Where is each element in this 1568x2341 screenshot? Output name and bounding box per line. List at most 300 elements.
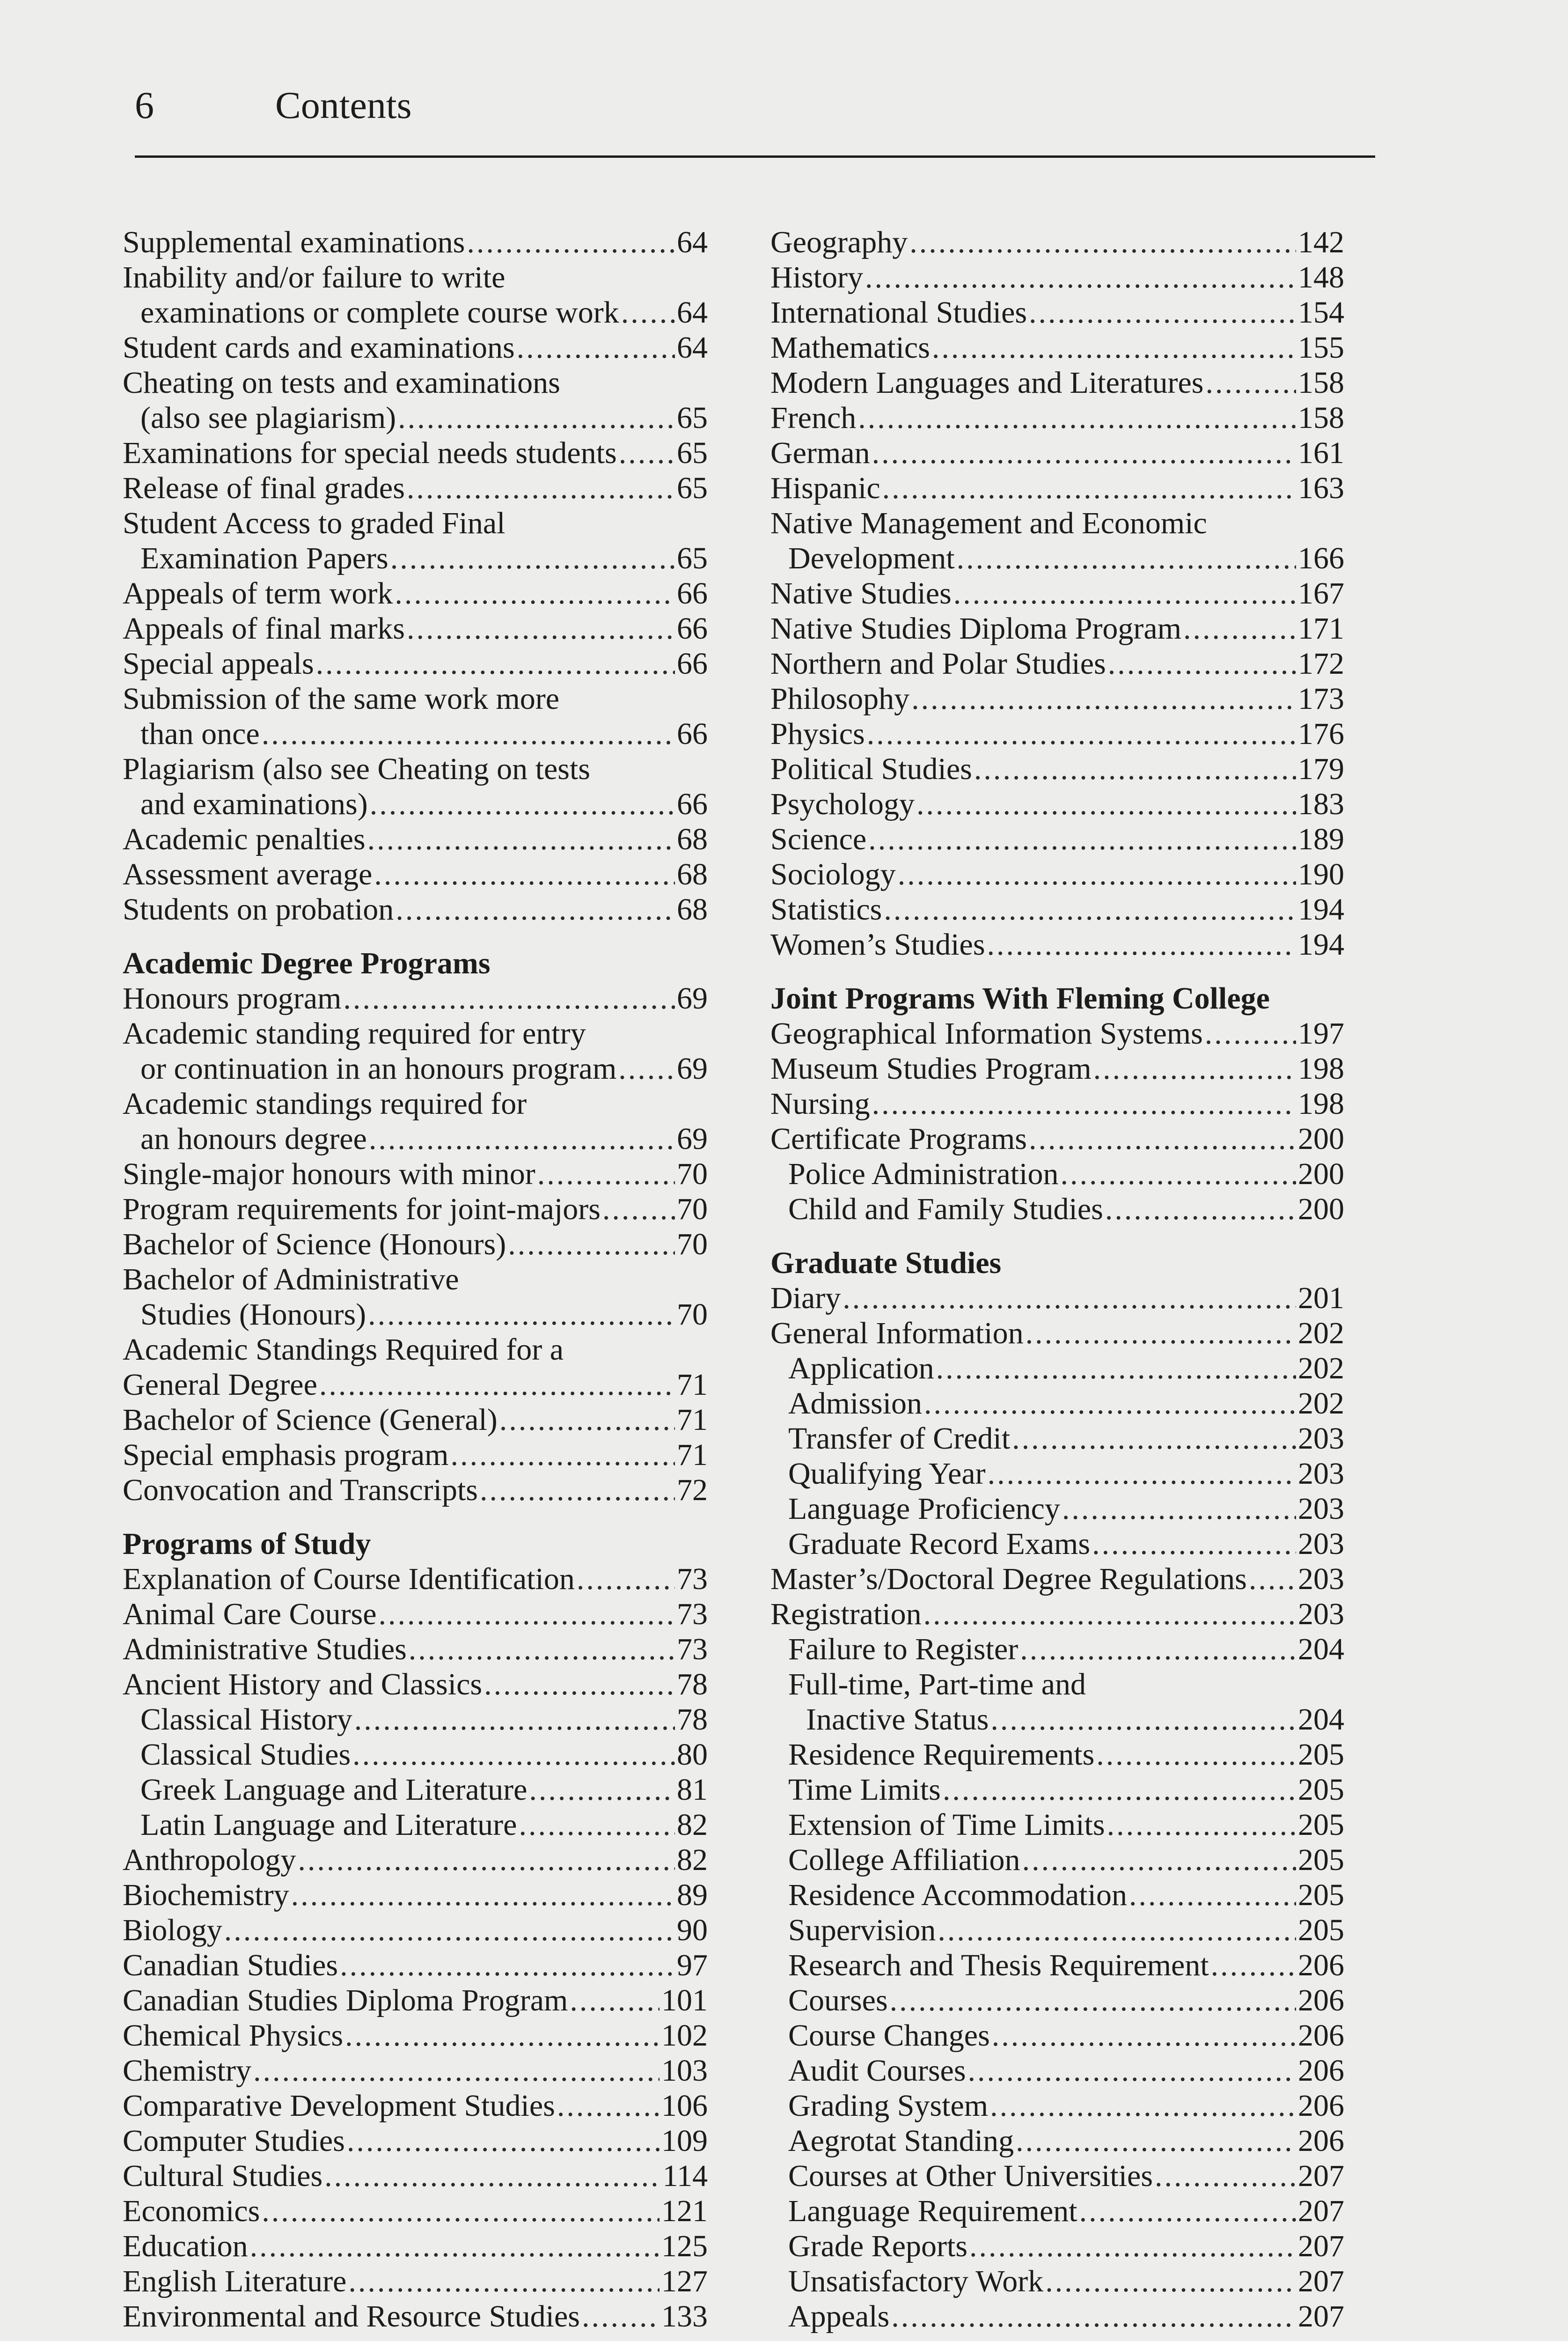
toc-entry[interactable] [770, 1316, 1344, 1351]
toc-entry-title: Submission of the same work more [123, 682, 560, 716]
toc-entry[interactable] [770, 751, 1344, 787]
toc-page-number: 82 [677, 1843, 708, 1877]
toc-page-number: 202 [1298, 1386, 1344, 1421]
toc-entry[interactable] [123, 1156, 708, 1192]
toc-entry[interactable] [770, 927, 1344, 962]
toc-page-number: 64 [677, 225, 708, 259]
toc-entry[interactable] [770, 1842, 1344, 1877]
dot-leader [379, 1597, 675, 1632]
dot-leader [602, 1192, 675, 1227]
toc-page-number: 189 [1298, 822, 1344, 856]
toc-entry-title: Research and Thesis Requirement [788, 1948, 1209, 1982]
toc-entry-title: Hispanic [770, 471, 880, 505]
toc-entry[interactable] [770, 1597, 1344, 1632]
toc-entry-title: Course Changes [788, 2018, 990, 2053]
toc-entry-title: Academic penalties [123, 822, 366, 856]
toc-entry[interactable] [123, 2264, 708, 2299]
toc-page-number: 70 [677, 1297, 708, 1332]
toc-entry-title: Assessment average [123, 857, 373, 891]
toc-page-number: 202 [1298, 1316, 1344, 1350]
toc-entry-title: Time Limits [788, 1773, 941, 1807]
toc-entry[interactable] [770, 1737, 1344, 1772]
dot-leader [480, 1472, 675, 1508]
toc-entry[interactable] [123, 1877, 708, 1913]
toc-entry[interactable] [123, 225, 708, 260]
toc-page-number: 183 [1298, 787, 1344, 821]
dot-leader [936, 1351, 1296, 1386]
section-heading: Graduate Studies [770, 1246, 1002, 1280]
toc-entry-title: Academic standing required for entry [123, 1016, 586, 1051]
dot-leader [577, 1561, 675, 1597]
toc-entry[interactable] [770, 1192, 1344, 1227]
toc-entry-title: Appeals [788, 2299, 890, 2334]
toc-entry-title: Education [123, 2229, 248, 2263]
toc-page-number: 207 [1298, 2264, 1344, 2298]
toc-entry-title: Cheating on tests and examinations [123, 366, 560, 400]
toc-entry-title: Application [788, 1351, 934, 1385]
toc-entry[interactable] [123, 1561, 708, 1597]
toc-page-number: 203 [1298, 1421, 1344, 1456]
toc-page-number: 167 [1298, 576, 1344, 611]
toc-entry-title: Environmental and Resource Studies [123, 2299, 580, 2334]
toc-entry[interactable] [123, 857, 708, 892]
toc-entry-title: Greek Language and Literature [140, 1773, 528, 1807]
toc-entry-title: Failure to Register [788, 1632, 1018, 1666]
toc-page-number: 198 [1298, 1087, 1344, 1121]
dot-leader [932, 330, 1296, 365]
toc-entry[interactable] [770, 400, 1344, 435]
toc-entry[interactable] [770, 1772, 1344, 1807]
toc-entry[interactable] [770, 1456, 1344, 1491]
toc-entry[interactable] [770, 787, 1344, 822]
toc-entry-title: Single-major honours with minor [123, 1157, 535, 1191]
toc-entry[interactable] [123, 1667, 708, 1702]
toc-entry[interactable] [770, 611, 1344, 646]
toc-entry-title: German [770, 436, 870, 470]
toc-entry-title: Students on probation [123, 892, 394, 927]
toc-page-number: 205 [1298, 1878, 1344, 1912]
toc-page-number: 206 [1298, 2054, 1344, 2088]
toc-entry[interactable] [770, 541, 1344, 576]
toc-page-number: 90 [677, 1913, 708, 1947]
dot-leader [340, 1948, 675, 1983]
toc-entry-title: Residence Accommodation [788, 1878, 1127, 1912]
toc-entry-title: Classical History [140, 1702, 352, 1737]
toc-entry-title: Convocation and Transcripts [123, 1473, 478, 1507]
toc-page-number: 206 [1298, 2018, 1344, 2053]
dot-leader [1029, 295, 1296, 330]
toc-entry-text [123, 365, 708, 400]
toc-page-number: 101 [661, 1983, 708, 2017]
toc-entry[interactable] [770, 1051, 1344, 1086]
toc-entry-title: Qualifying Year [788, 1457, 986, 1491]
dot-leader [890, 1983, 1296, 2018]
toc-entry-title: Mathematics [770, 331, 930, 365]
dot-leader [621, 295, 675, 330]
dot-leader [957, 541, 1296, 576]
toc-entry-title: Supplemental examinations [123, 225, 465, 259]
toc-entry[interactable] [770, 2018, 1344, 2053]
toc-page-number: 155 [1298, 331, 1344, 365]
toc-entry[interactable] [770, 1948, 1344, 1983]
toc-entry[interactable] [770, 2229, 1344, 2264]
toc-page-number: 102 [661, 2018, 708, 2053]
dot-leader [987, 927, 1296, 962]
toc-page-number: 103 [661, 2054, 708, 2088]
toc-entry[interactable] [770, 330, 1344, 365]
toc-entry[interactable] [123, 1702, 708, 1737]
dot-leader [519, 1807, 675, 1842]
toc-entry[interactable] [123, 1772, 708, 1807]
toc-page-number: 106 [661, 2089, 708, 2123]
toc-entry-title: Computer Studies [123, 2124, 345, 2158]
toc-entry[interactable] [123, 400, 708, 435]
dot-leader [1020, 1632, 1296, 1667]
toc-entry[interactable] [123, 2123, 708, 2158]
toc-entry[interactable] [123, 787, 708, 822]
toc-entry-title: Language Proficiency [788, 1492, 1060, 1526]
toc-page-number: 65 [677, 541, 708, 575]
toc-entry[interactable] [770, 1632, 1344, 1667]
toc-entry[interactable] [123, 1121, 708, 1156]
toc-entry[interactable] [770, 1913, 1344, 1948]
dot-leader [990, 1702, 1296, 1737]
toc-page-number: 158 [1298, 366, 1344, 400]
dot-leader [1096, 1737, 1296, 1772]
toc-entry-title: Biology [123, 1913, 222, 1947]
toc-entry[interactable] [770, 576, 1344, 611]
toc-entry[interactable] [770, 1016, 1344, 1051]
toc-entry-title: Student Access to graded Final [123, 506, 506, 540]
dot-leader [1016, 2123, 1296, 2158]
toc-entry[interactable] [770, 2264, 1344, 2299]
toc-entry-title: (also see plagiarism) [140, 401, 396, 435]
toc-entry[interactable] [770, 822, 1344, 857]
toc-entry[interactable] [770, 2299, 1344, 2334]
dot-leader [319, 1367, 675, 1402]
toc-entry[interactable] [123, 892, 708, 927]
toc-entry-title: Native Management and Economic [770, 506, 1207, 540]
dot-leader [352, 1737, 675, 1772]
toc-entry-title: Native Studies Diploma Program [770, 611, 1182, 646]
dot-leader [291, 1877, 675, 1913]
toc-entry-title: Grading System [788, 2089, 989, 2123]
toc-page-number: 206 [1298, 2124, 1344, 2158]
toc-entry-text [123, 1086, 708, 1121]
toc-entry-title: Examination Papers [140, 541, 388, 575]
dot-leader [570, 1983, 659, 2018]
toc-entry[interactable] [770, 857, 1344, 892]
toc-entry[interactable] [123, 2194, 708, 2229]
toc-page-number: 206 [1298, 1948, 1344, 1982]
toc-page-number: 202 [1298, 1351, 1344, 1385]
toc-entry[interactable] [770, 1386, 1344, 1421]
dot-leader [618, 1051, 675, 1086]
toc-entry[interactable] [770, 2053, 1344, 2088]
toc-entry[interactable] [123, 2018, 708, 2053]
dot-leader [882, 471, 1296, 506]
toc-page-number: 166 [1298, 541, 1344, 575]
dot-leader [868, 822, 1296, 857]
toc-page-number: 70 [677, 1157, 708, 1191]
toc-page-number: 125 [661, 2229, 708, 2263]
toc-page-number: 69 [677, 981, 708, 1016]
toc-entry[interactable] [123, 541, 708, 576]
toc-entry-title: Residence Requirements [788, 1737, 1095, 1772]
toc-page-number: 66 [677, 717, 708, 751]
dot-leader [407, 471, 675, 506]
toc-entry[interactable] [123, 330, 708, 365]
toc-entry[interactable] [770, 1702, 1344, 1737]
toc-entry-title: College Affiliation [788, 1843, 1020, 1877]
toc-entry[interactable] [770, 1156, 1344, 1192]
dot-leader [619, 435, 675, 471]
dot-leader [969, 2229, 1296, 2264]
toc-entry-title: Child and Family Studies [788, 1192, 1103, 1226]
toc-entry-title: Bachelor of Science (General) [123, 1403, 498, 1437]
toc-entry[interactable] [770, 2158, 1344, 2194]
toc-entry[interactable] [770, 1877, 1344, 1913]
toc-entry[interactable] [123, 646, 708, 681]
dot-leader [367, 822, 675, 857]
toc-page-number: 97 [677, 1948, 708, 1982]
toc-entry[interactable] [770, 2194, 1344, 2229]
toc-page-number: 161 [1298, 436, 1344, 470]
toc-entry-title: Museum Studies Program [770, 1052, 1092, 1086]
toc-entry[interactable] [123, 1367, 708, 1402]
toc-entry-text [770, 506, 1344, 541]
toc-entry-title: Academic Standings Required for a [123, 1332, 564, 1367]
toc-page-number: 89 [677, 1878, 708, 1912]
toc-entry-title: Admission [788, 1386, 923, 1421]
dot-leader [450, 1437, 675, 1472]
toc-page-number: 66 [677, 787, 708, 821]
dot-leader [345, 2018, 659, 2053]
toc-entry[interactable] [770, 225, 1344, 260]
toc-entry[interactable] [770, 681, 1344, 716]
toc-entry[interactable] [123, 1807, 708, 1842]
toc-page-number: 204 [1298, 1632, 1344, 1666]
dot-leader [324, 2158, 660, 2194]
dot-leader [884, 892, 1296, 927]
toc-page-number: 121 [661, 2194, 708, 2228]
toc-entry[interactable] [123, 471, 708, 506]
toc-entry[interactable] [123, 1632, 708, 1667]
dot-leader [911, 681, 1296, 716]
toc-entry[interactable] [123, 1983, 708, 2018]
toc-page-number: 66 [677, 611, 708, 646]
toc-page-number: 70 [677, 1192, 708, 1226]
toc-page-number: 203 [1298, 1527, 1344, 1561]
header-rule [135, 155, 1375, 158]
toc-entry[interactable] [123, 1737, 708, 1772]
toc-entry[interactable] [770, 1086, 1344, 1121]
toc-entry[interactable] [123, 576, 708, 611]
toc-entry[interactable] [123, 1472, 708, 1508]
toc-page-number: 205 [1298, 1913, 1344, 1947]
dot-leader [508, 1227, 675, 1262]
toc-entry-title: Cultural Studies [123, 2159, 323, 2193]
toc-entry-text [123, 506, 708, 541]
section-heading: Academic Degree Programs [123, 946, 491, 980]
dot-leader [1092, 1526, 1296, 1561]
toc-entry-title: Appeals of term work [123, 576, 393, 611]
dot-leader [923, 1597, 1296, 1632]
toc-entry-title: Examinations for special needs students [123, 436, 617, 470]
toc-page-number: 206 [1298, 2089, 1344, 2123]
toc-entry[interactable] [123, 1597, 708, 1632]
dot-leader [398, 400, 675, 435]
toc-entry[interactable] [770, 435, 1344, 471]
toc-entry[interactable] [123, 435, 708, 471]
toc-entry-text [123, 681, 708, 716]
toc-page-number: 171 [1298, 611, 1344, 646]
toc-page-number: 64 [677, 331, 708, 365]
toc-entry[interactable] [770, 1491, 1344, 1526]
toc-entry-title: Special appeals [123, 647, 314, 681]
toc-entry[interactable] [770, 1351, 1344, 1386]
toc-entry[interactable] [770, 1561, 1344, 1597]
toc-entry[interactable] [770, 1421, 1344, 1456]
dot-leader [916, 787, 1296, 822]
toc-entry-title: Canadian Studies [123, 1948, 338, 1982]
section-heading: Programs of Study [123, 1527, 371, 1561]
toc-entry[interactable] [770, 716, 1344, 751]
toc-entry[interactable] [123, 2158, 708, 2194]
toc-entry[interactable] [770, 1281, 1344, 1316]
page-header [135, 75, 1375, 159]
toc-page-number: 64 [677, 295, 708, 330]
toc-entry-title: Economics [123, 2194, 260, 2228]
toc-entry[interactable] [123, 716, 708, 751]
toc-entry[interactable] [123, 1913, 708, 1948]
dot-leader [1045, 2264, 1296, 2299]
toc-entry[interactable] [123, 1227, 708, 1262]
toc-page-number: 142 [1298, 225, 1344, 259]
toc-entry[interactable] [123, 1437, 708, 1472]
dot-leader [1105, 1192, 1296, 1227]
toc-entry[interactable] [123, 1192, 708, 1227]
dot-leader [865, 260, 1296, 295]
toc-entry[interactable] [770, 1121, 1344, 1156]
toc-entry[interactable] [123, 295, 708, 330]
toc-entry[interactable] [770, 646, 1344, 681]
toc-entry-title: Modern Languages and Literatures [770, 366, 1204, 400]
toc-entry[interactable] [770, 471, 1344, 506]
toc-page-number: 203 [1298, 1492, 1344, 1526]
toc-page-number: 190 [1298, 857, 1344, 891]
toc-page-number: 205 [1298, 1808, 1344, 1842]
dot-leader [347, 2123, 659, 2158]
toc-entry[interactable] [770, 2088, 1344, 2123]
toc-entry[interactable] [123, 822, 708, 857]
toc-entry-title: Honours program [123, 981, 342, 1016]
toc-page-number: 194 [1298, 928, 1344, 962]
toc-page-number: 206 [1298, 1983, 1344, 2017]
toc-page-number: 200 [1298, 1122, 1344, 1156]
toc-page-number: 172 [1298, 647, 1344, 681]
toc-entry-title: Classical Studies [140, 1737, 351, 1772]
toc-entry-title: Extension of Time Limits [788, 1808, 1105, 1842]
toc-entry[interactable] [123, 2053, 708, 2088]
dot-leader [1093, 1051, 1296, 1086]
toc-entry-title: Sociology [770, 857, 896, 891]
toc-entry[interactable] [770, 892, 1344, 927]
toc-page-number: 70 [677, 1227, 708, 1261]
dot-leader [953, 576, 1296, 611]
toc-entry[interactable] [770, 365, 1344, 400]
toc-page-number: 71 [677, 1438, 708, 1472]
dot-leader [262, 716, 675, 751]
dot-leader [484, 1667, 675, 1702]
toc-entry[interactable] [123, 2229, 708, 2264]
toc-entry[interactable] [123, 611, 708, 646]
dot-leader [369, 1121, 675, 1156]
dot-leader [1022, 1842, 1296, 1877]
dot-leader [858, 400, 1296, 435]
toc-entry[interactable] [123, 1297, 708, 1332]
toc-entry-title: Inactive Status [806, 1702, 989, 1737]
toc-entry-title: and examinations) [140, 787, 368, 821]
toc-entry[interactable] [770, 1983, 1344, 2018]
dot-leader [250, 2229, 659, 2264]
dot-leader [557, 2088, 659, 2123]
toc-entry[interactable] [123, 1948, 708, 1983]
toc-entry[interactable] [123, 2299, 708, 2334]
dot-leader [872, 435, 1296, 471]
toc-entry-title: Bachelor of Administrative [123, 1262, 459, 1296]
toc-entry-text [123, 1332, 708, 1367]
toc-entry-title: Bachelor of Science (Honours) [123, 1227, 506, 1261]
toc-entry[interactable] [123, 1402, 708, 1437]
toc-entry[interactable] [770, 1807, 1344, 1842]
dot-leader [938, 1913, 1296, 1948]
toc-entry[interactable] [770, 295, 1344, 330]
toc-entry[interactable] [123, 1051, 708, 1086]
dot-leader [253, 2053, 659, 2088]
toc-entry-title: General Degree [123, 1368, 317, 1402]
toc-page-number: 158 [1298, 401, 1344, 435]
toc-entry-title: International Studies [770, 295, 1027, 330]
toc-entry-title: Comparative Development Studies [123, 2089, 555, 2123]
toc-entry-title: Physics [770, 717, 865, 751]
toc-entry[interactable] [123, 981, 708, 1016]
dot-leader [374, 857, 675, 892]
toc-page-number: 127 [661, 2264, 708, 2298]
toc-entry-title: Ancient History and Classics [123, 1667, 483, 1701]
page-title: Contents [275, 84, 412, 126]
toc-page-number: 203 [1298, 1562, 1344, 1596]
toc-entry-text [123, 1016, 708, 1051]
toc-page-number: 204 [1298, 1702, 1344, 1737]
toc-entry-title: History [770, 260, 863, 294]
dot-leader [262, 2194, 659, 2229]
toc-entry-title: General Information [770, 1316, 1024, 1350]
toc-entry-title: Master’s/Doctoral Degree Regulations [770, 1562, 1247, 1596]
toc-entry[interactable] [770, 2123, 1344, 2158]
toc-entry[interactable] [123, 2088, 708, 2123]
toc-page-number: 73 [677, 1632, 708, 1666]
dot-leader [582, 2299, 659, 2334]
toc-entry[interactable] [123, 1842, 708, 1877]
dot-leader [298, 1842, 675, 1877]
dot-leader [867, 716, 1296, 751]
dot-leader [529, 1772, 675, 1807]
toc-entry-title: Northern and Polar Studies [770, 647, 1106, 681]
toc-entry-text [123, 751, 708, 787]
toc-entry[interactable] [770, 260, 1344, 295]
toc-entry[interactable] [770, 1526, 1344, 1561]
